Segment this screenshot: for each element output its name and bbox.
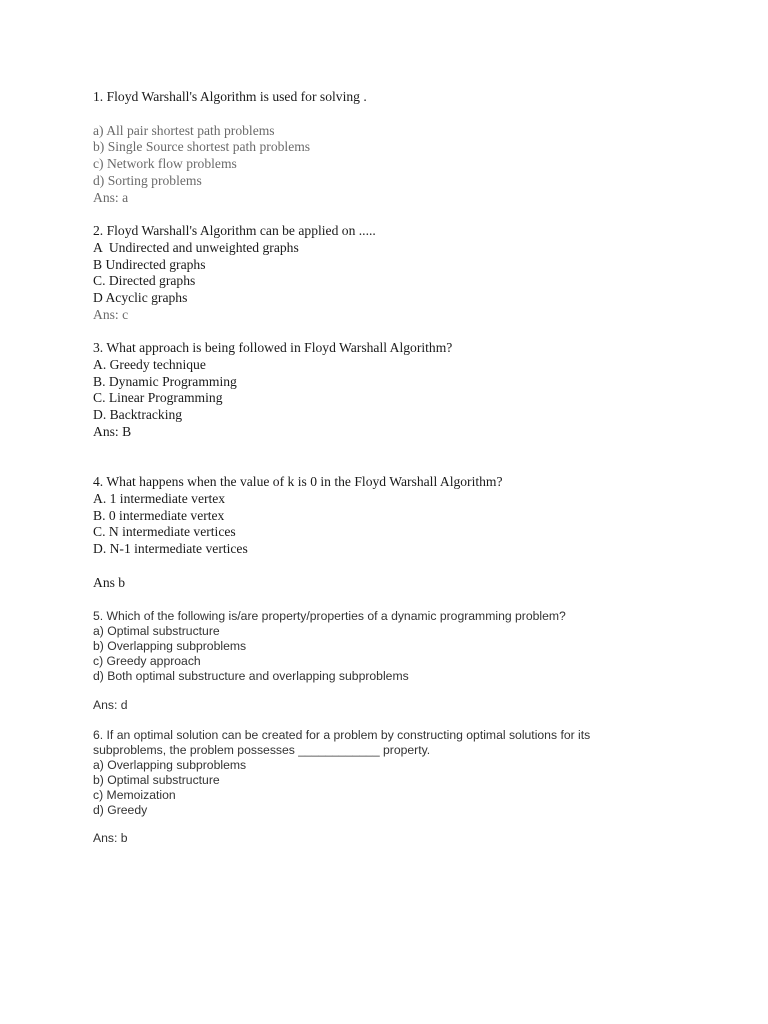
- answer-text: Ans: a: [93, 189, 129, 205]
- option-d: D. N-1 intermediate vertices: [93, 541, 248, 557]
- option-a: A. Greedy technique: [93, 356, 206, 372]
- option-a: A Undirected and unweighted graphs: [93, 239, 299, 255]
- option-d: D. Backtracking: [93, 407, 183, 423]
- option-d: d) Greedy: [93, 802, 148, 817]
- question-text: 6. If an optimal solution can be created for a problem by constructing optimal solutions for its subproblems, the problem possesses ____________ property.: [93, 728, 591, 757]
- question-text: 4. What happens when the value of k is 0 in the Floyd Warshall Algorithm?: [93, 474, 503, 489]
- question-3: [93, 340, 708, 441]
- option-c: c) Network flow problems: [93, 156, 237, 172]
- option-c: C. Directed graphs: [93, 273, 196, 289]
- option-b: b) Optimal substructure: [93, 772, 220, 787]
- option-b: B. 0 intermediate vertex: [93, 507, 225, 523]
- answer-text: Ans: d: [93, 698, 128, 712]
- question-1: [93, 89, 708, 207]
- answer-text: Ans: b: [93, 831, 128, 845]
- option-b: b) Overlapping subproblems: [93, 638, 247, 653]
- option-c: C. Linear Programming: [93, 390, 223, 406]
- option-c: c) Greedy approach: [93, 653, 201, 668]
- option-c: C. N intermediate vertices: [93, 524, 236, 540]
- option-d: d) Both optimal substructure and overlapping subproblems: [93, 668, 409, 683]
- question-text: 1. Floyd Warshall's Algorithm is used for solving .: [93, 89, 367, 104]
- question-text: 2. Floyd Warshall's Algorithm can be applied on .....: [93, 223, 376, 238]
- question-6: [93, 728, 653, 817]
- answer-text: Ans: c: [93, 306, 129, 322]
- question-4: [93, 474, 708, 592]
- option-b: b) Single Source shortest path problems: [93, 139, 311, 155]
- answer-text: Ans b: [93, 574, 126, 590]
- option-c: c) Memoization: [93, 787, 176, 802]
- option-a: a) Overlapping subproblems: [93, 757, 247, 772]
- answer-6: [93, 831, 708, 846]
- option-b: B. Dynamic Programming: [93, 373, 237, 389]
- option-b: B Undirected graphs: [93, 256, 206, 272]
- question-2: [93, 223, 708, 324]
- question-text: 3. What approach is being followed in Floyd Warshall Algorithm?: [93, 340, 453, 355]
- option-a: A. 1 intermediate vertex: [93, 490, 226, 506]
- question-5: [93, 609, 708, 684]
- question-text: 5. Which of the following is/are property/properties of a dynamic programming problem?: [93, 609, 566, 623]
- option-a: a) Optimal substructure: [93, 623, 220, 638]
- option-d: D Acyclic graphs: [93, 290, 188, 306]
- answer-text: Ans: B: [93, 423, 132, 439]
- option-d: d) Sorting problems: [93, 172, 202, 188]
- answer-5: [93, 698, 708, 713]
- option-a: a) All pair shortest path problems: [93, 122, 275, 138]
